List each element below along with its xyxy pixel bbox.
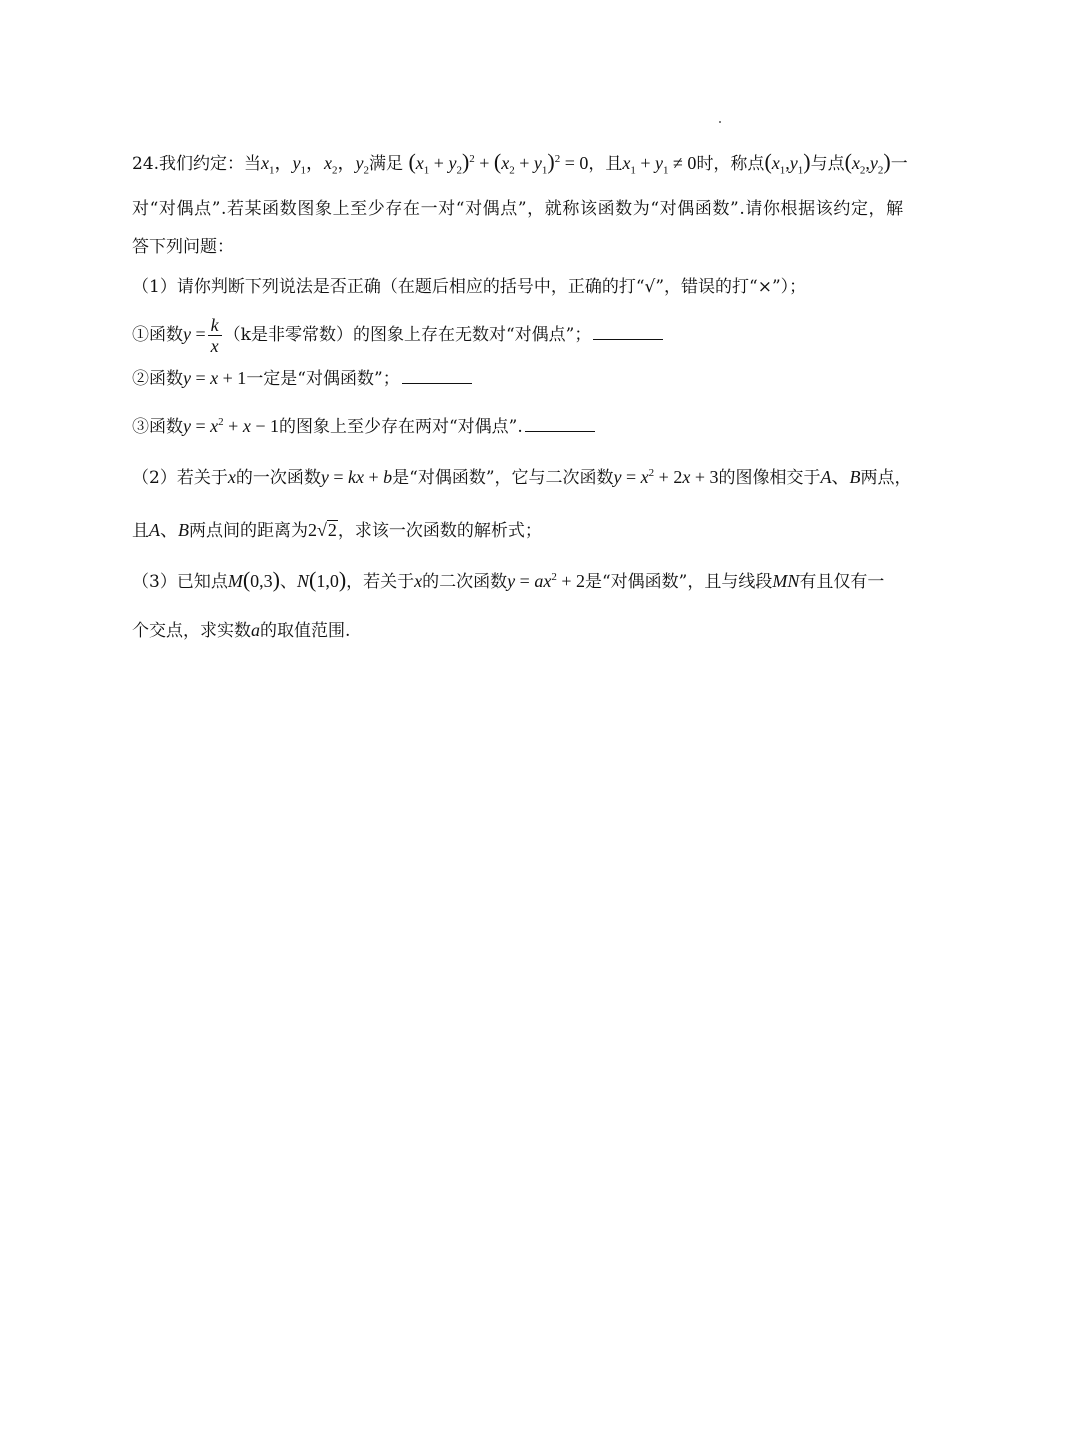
condition-inequality: $x_1 + y_1 \ne 0$ xyxy=(622,153,697,177)
part3-line2 xyxy=(132,618,952,643)
part2-text-g: 两点间的距离为 xyxy=(189,521,308,541)
part3-text-a: （3）已知点 xyxy=(132,572,228,592)
segment-MN: MN xyxy=(772,571,800,591)
item3-answer-blank[interactable] xyxy=(525,413,595,432)
item2-marker: ②函数 xyxy=(132,369,183,389)
part1-item1 xyxy=(132,312,952,357)
point-2: $(x_2,y_2)$ xyxy=(844,149,891,177)
part3-text-e: 有且仅有一 xyxy=(799,572,885,592)
item1-rest: （k是非零常数）的图象上存在无数对“对偶点”； xyxy=(223,325,592,345)
linear-function: y = kx + b xyxy=(320,467,393,487)
item1-answer-blank[interactable] xyxy=(593,321,663,340)
quadratic-function: $y = x^2 + 2x + 3$ xyxy=(613,467,719,487)
part2-text-e: 两点， xyxy=(860,468,912,488)
item2-function: y = x + 1 xyxy=(183,368,247,388)
item2-answer-blank[interactable] xyxy=(402,365,472,384)
item1-fraction: $\frac{k}{x}$ xyxy=(208,315,222,356)
part2-text-h: ，求该一次函数的解析式； xyxy=(337,521,542,541)
question-intro-line1 xyxy=(132,150,952,176)
intro-text-4: 时，称点 xyxy=(696,154,765,174)
intersection-points: A、B xyxy=(820,467,861,487)
part2-text-d: 的图像相交于 xyxy=(718,468,821,488)
question-number: 24. xyxy=(132,154,160,174)
part3-text-d: 是“对偶函数”，且与线段 xyxy=(584,572,773,592)
item3-function: $y = x^2 + x - 1$ xyxy=(183,416,279,436)
intro-text-5: 与点 xyxy=(810,154,845,174)
intro-text-6: 一 xyxy=(890,154,908,174)
part2-line2 xyxy=(132,518,952,543)
part1-item3 xyxy=(132,413,952,439)
part3-line1 xyxy=(132,568,952,594)
question-intro-line2: 对“对偶点”.若某函数图象上至少存在一对“对偶点”，就称该函数为“对偶函数”.请你根据该约定，解 xyxy=(132,199,904,219)
intro-variables: $x_1$，$y_1$，$x_2$，$y_2$ xyxy=(261,153,370,177)
part1-item2 xyxy=(132,365,952,391)
part2-text-b: 的一次函数 xyxy=(235,468,321,488)
param-a: a xyxy=(251,620,260,640)
item2-rest: 一定是“对偶函数”； xyxy=(246,369,400,389)
point-M: M(0,3) xyxy=(227,567,280,592)
part3-quadratic: $y = ax^2 + 2$ xyxy=(507,571,585,591)
part2-text-c: 是“对偶函数”，它与二次函数 xyxy=(392,468,614,488)
part3-var-x: x xyxy=(414,571,423,591)
part3-text-f: 个交点，求实数 xyxy=(132,621,251,641)
distance-value: 2√2 xyxy=(308,520,337,540)
condition-equation: $(x_1 + y_2)^2 + (x_2 + y_1)^2 = 0$ xyxy=(408,149,589,177)
part2-text-a: （2）若关于 xyxy=(132,468,228,488)
item3-marker: ③函数 xyxy=(132,417,183,437)
part1-prompt: （1）请你判断下列说法是否正确（在题后相应的括号中，正确的打“√”，错误的打“×”）； xyxy=(132,277,807,297)
part3-separator: 、 xyxy=(279,572,297,592)
part3-text-g: 的取值范围. xyxy=(260,621,351,641)
part2-text-f: 且 xyxy=(132,521,149,541)
item1-function: y = xyxy=(183,324,206,344)
intro-text-1: 我们约定：当 xyxy=(159,154,262,174)
question-intro-line3: 答下列问题： xyxy=(132,237,234,257)
intro-text-3: ，且 xyxy=(588,154,623,174)
part3-text-b: ，若关于 xyxy=(346,572,415,592)
point-N: N(1,0) xyxy=(296,567,347,592)
scan-speck xyxy=(719,121,721,123)
intro-text-2: 满足 xyxy=(369,154,404,174)
part2-line1 xyxy=(132,465,952,490)
part3-text-c: 的二次函数 xyxy=(422,572,508,592)
item1-marker: ①函数 xyxy=(132,325,183,345)
point-1: $(x_1,y_1)$ xyxy=(764,149,811,177)
part2-var-x: x xyxy=(227,467,236,487)
item3-rest: 的图象上至少存在两对“对偶点”. xyxy=(278,417,523,437)
intersection-points-2: A、B xyxy=(149,520,189,540)
